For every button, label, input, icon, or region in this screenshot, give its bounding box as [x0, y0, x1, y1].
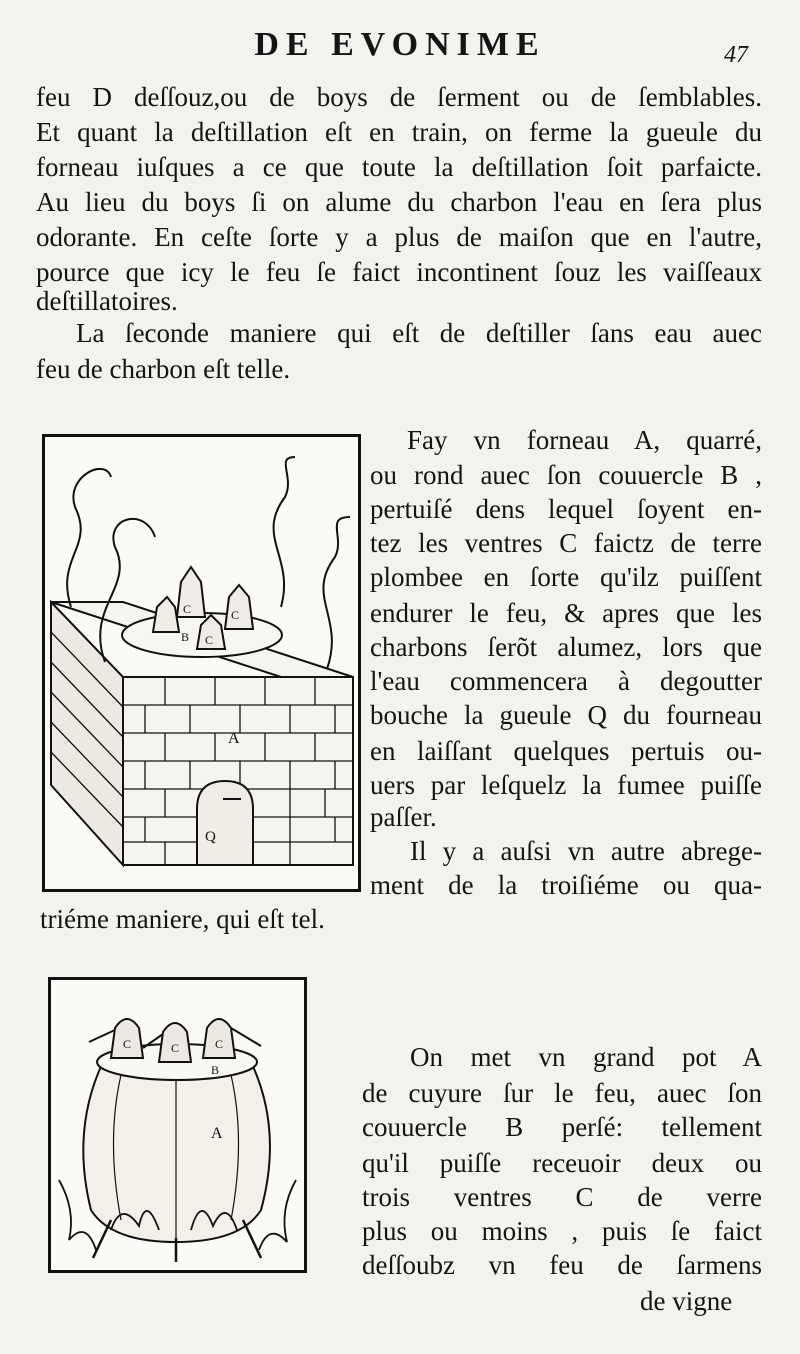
text-line: trois ventres C de verre [362, 1182, 762, 1212]
cover-label-b: B [211, 1063, 220, 1077]
text-line: feu de charbon eſt telle. [36, 354, 291, 384]
text-line: pource que icy le feu ſe faict incontinent ſouz les vaiſſeaux [36, 257, 762, 287]
text-line: l'eau commencera à degoutter [370, 666, 762, 696]
text-line: deſtillatoires. [36, 286, 178, 316]
woodcut-pot-illustration [48, 977, 307, 1273]
cover-label-b: B [181, 630, 190, 644]
pot-drawing [51, 980, 304, 1270]
text-line: Et quant la deſtillation eſt en train, on ferme la gueule du [36, 117, 762, 147]
text-line: de vigne [640, 1286, 733, 1316]
text-line: ou rond auec ſon couuercle B , [370, 460, 762, 490]
text-line: Il y a auſsi vn autre abrege- [410, 836, 762, 866]
text-line: de cuyure ſur le feu, auec ſon [362, 1078, 762, 1108]
running-title: DE EVONIME [254, 26, 546, 63]
text-line: triéme maniere, qui eſt tel. [40, 904, 325, 934]
vessel-label-c: C [215, 1037, 224, 1051]
text-line: La ſeconde maniere qui eſt de deſtiller ſans eau auec [76, 318, 762, 348]
text-line: odorante. En ceſte ſorte y a plus de maiſon que en l'autre, [36, 222, 762, 252]
text-line: plus ou moins , puis ſe faict [362, 1216, 762, 1246]
text-line: ment de la troiſiéme ou qua- [370, 870, 762, 900]
woodcut-furnace-illustration [42, 434, 361, 892]
pot-label-a: A [211, 1125, 223, 1142]
text-line: couuercle B perſé: tellement [362, 1112, 762, 1142]
text-line: en laiſſant quelques pertuis ou- [370, 736, 762, 766]
vessel-label-c: C [231, 608, 240, 622]
vessel-label-c: C [205, 633, 214, 647]
mouth-label-q: Q [205, 829, 216, 845]
text-line: endurer le feu, & apres que les [370, 598, 762, 628]
text-line: charbons ſerõt alumez, lors que [370, 632, 762, 662]
text-line: paſſer. [370, 802, 437, 832]
text-line: feu D deſſouz,ou de boys de ſerment ou de ſemblables. [36, 82, 762, 112]
text-line: uers par leſquelz la fumee puiſſe [370, 770, 762, 800]
text-line: On met vn grand pot A [410, 1042, 762, 1072]
text-line: Au lieu du boys ſi on alume du charbon l'eau en ſera plus [36, 187, 762, 217]
text-line: tez les ventres C faictz de terre [370, 528, 762, 558]
vessel-label-c: C [171, 1041, 180, 1055]
furnace-drawing [45, 437, 358, 889]
vessel-label-c: C [123, 1037, 132, 1051]
text-line: bouche la gueule Q du fourneau [370, 700, 762, 730]
text-line: pertuiſé dens lequel ſoyent en- [370, 494, 762, 524]
text-line: plombee en ſorte qu'ilz puiſſent [370, 562, 762, 592]
text-line: Fay vn forneau A, quarré, [407, 425, 762, 455]
page-number: 47 [724, 42, 748, 68]
furnace-label-a: A [228, 730, 240, 747]
text-line: forneau iuſques a ce que toute la deſtillation ſoit parfaicte. [36, 152, 762, 182]
text-line: deſſoubz vn feu de ſarmens [362, 1250, 762, 1280]
vessel-label-c: C [183, 602, 192, 616]
text-line: qu'il puiſſe receuoir deux ou [362, 1148, 762, 1178]
